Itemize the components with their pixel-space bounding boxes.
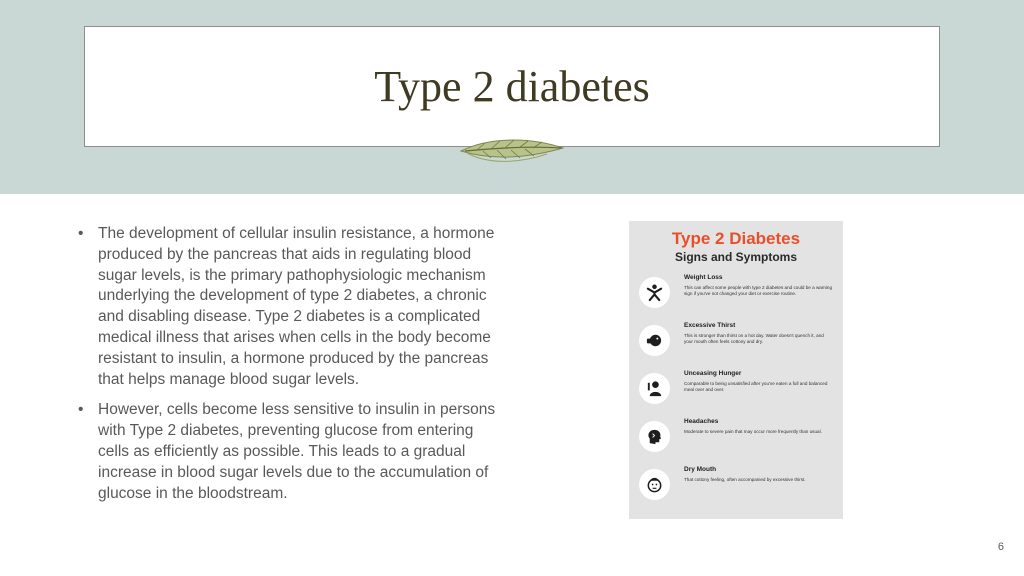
symptom-description: That cottony feeling, often accompanied by excessive thirst. — [684, 477, 806, 482]
symptom-description: Moderate to severe pain that may occur more frequently than usual. — [684, 429, 822, 434]
symptom-name: Excessive Thirst — [684, 322, 736, 329]
title-box — [84, 26, 940, 147]
symptom-item — [639, 417, 833, 464]
symptom-name: Dry Mouth — [684, 466, 717, 473]
bullet-item: • However, cells become less sensitive to insulin in persons with Type 2 diabetes, preventing glucose from entering cells as efficiently as possible. This leads to a gradual increase in blood sugar levels due to the accumulation of glucose in the bloodstream. — [76, 400, 506, 504]
page-number: 6 — [997, 541, 1004, 553]
symptom-item — [639, 273, 833, 320]
slide-title: Type 2 diabetes — [374, 62, 650, 111]
symptom-name: Headaches — [684, 418, 719, 425]
symptom-item — [639, 369, 833, 416]
drinking-icon — [639, 325, 670, 356]
symptom-name: Unceasing Hunger — [684, 370, 742, 377]
face-icon — [639, 469, 670, 500]
bullet-item: • The development of cellular insulin resistance, a hormone produced by the pancreas that aids in regulating blood sugar levels, is the primary pathophysiologic mechanism underlying the development of type 2 diabetes, a chronic and disabling disease. Type 2 diabetes is a complicated medical illness that arises when cells in the body become resistant to insulin, a hormone produced by the pancreas that helps manage blood sugar levels. — [76, 224, 506, 390]
symptom-item — [639, 465, 833, 512]
infographic-subtitle: Signs and Symptoms — [674, 250, 798, 264]
infographic-title: Type 2 Diabetes — [671, 229, 801, 248]
symptom-item — [639, 321, 833, 368]
symptoms-infographic — [629, 221, 843, 519]
person-icon — [639, 277, 670, 308]
symptom-description: This is stronger than thirst on a hot day. Water doesn't quench it, and your mouth often feels cottony and dry. — [684, 333, 824, 345]
eating-icon — [639, 373, 670, 404]
symptom-name: Weight Loss — [684, 274, 723, 281]
leaf-ornament-icon — [457, 134, 567, 170]
bullet-list — [76, 224, 506, 514]
symptom-description: Comparable to being unsatisfied after you've eaten a full and balanced meal over and over. — [684, 381, 828, 393]
symptom-description: This can affect some people with type 2 diabetes and could be a warning sign if you've not changed your diet or exercise routine. — [684, 285, 833, 297]
head-icon — [639, 421, 670, 452]
